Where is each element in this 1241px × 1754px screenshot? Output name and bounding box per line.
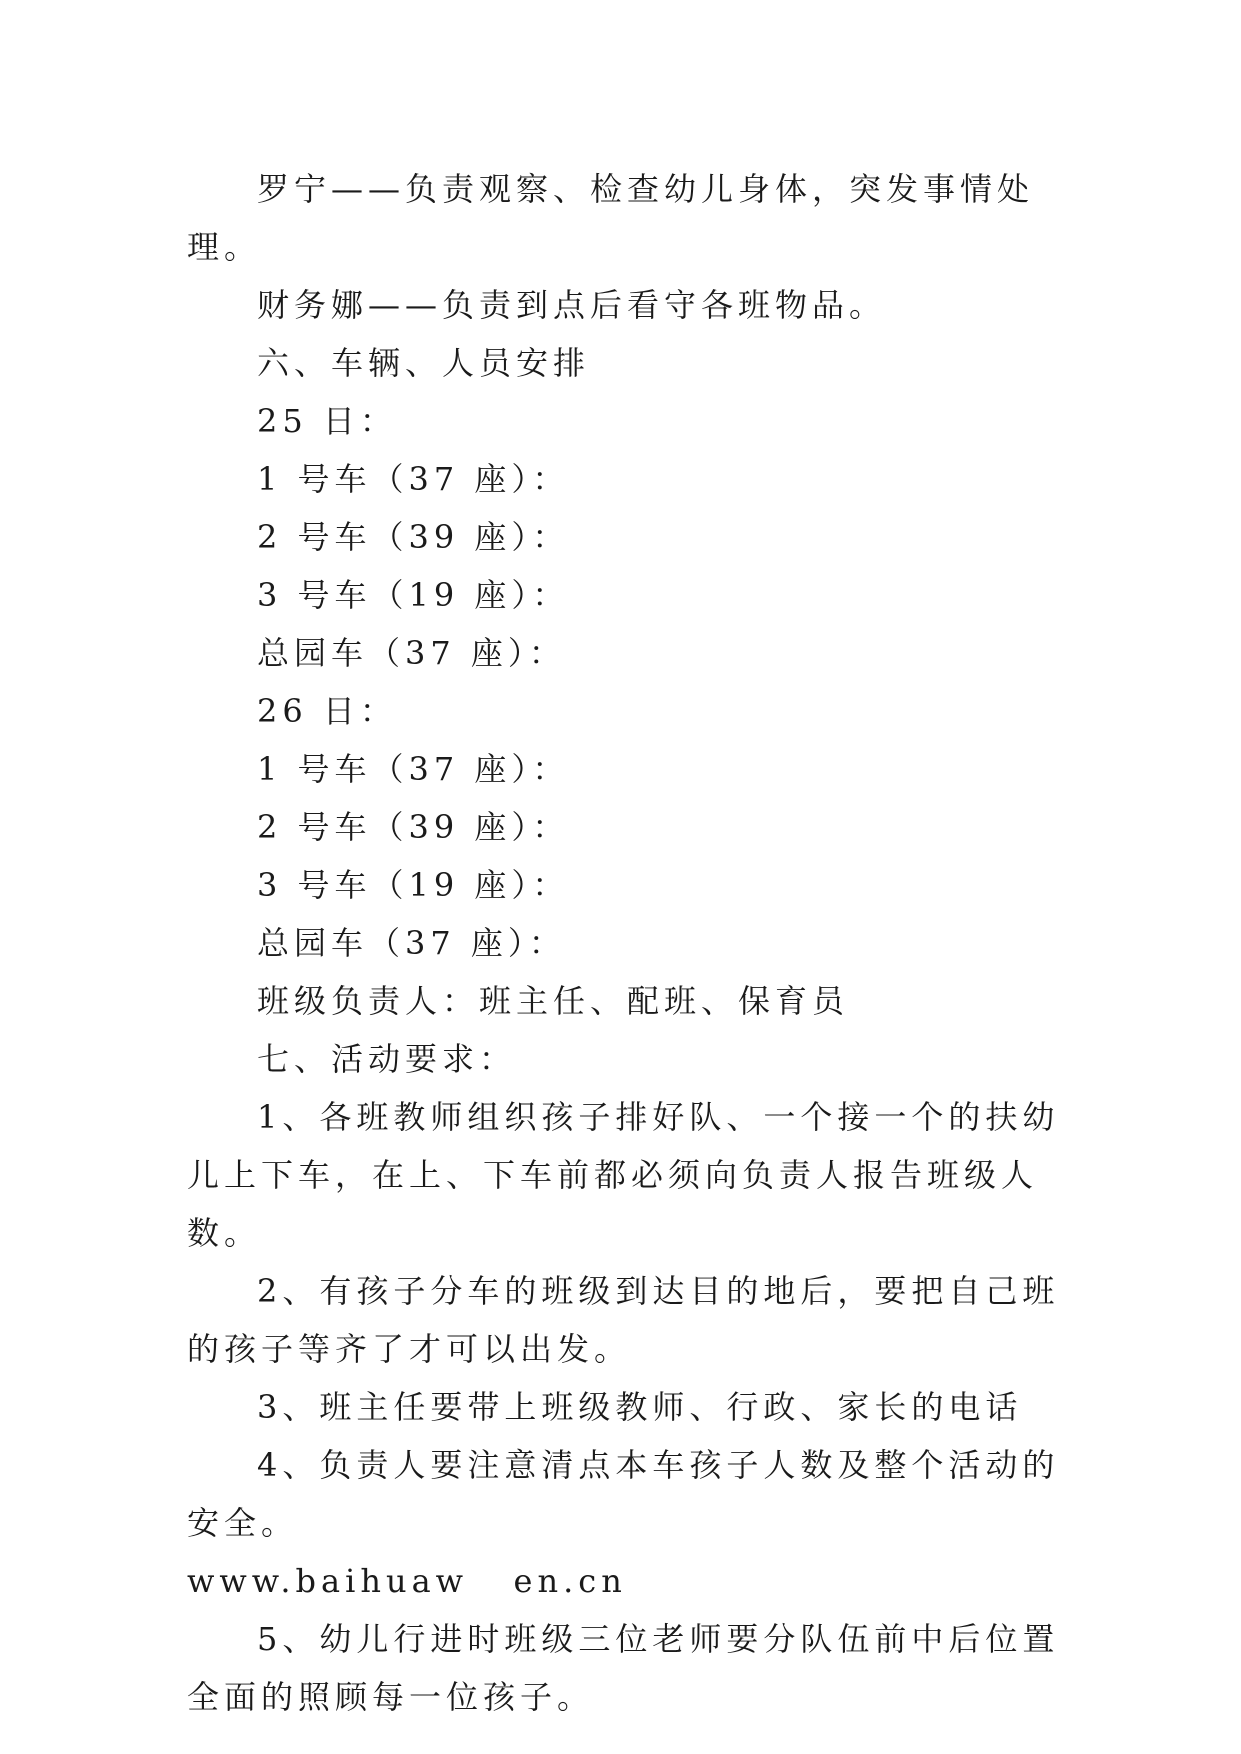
paragraph-finance-duty: 财务娜——负责到点后看守各班物品。 [257, 286, 887, 324]
requirement-item: 2、有孩子分车的班级到达目的地后，要把自己班的孩子等齐了才可以出发。 [187, 1272, 1060, 1368]
vehicle-line: 3 号车（19 座）： [257, 866, 570, 904]
requirement-item: 3、班主任要带上班级教师、行政、家长的电话 [257, 1388, 1023, 1426]
date-heading-26: 26 日： [257, 692, 397, 730]
requirement-item: 4、负责人要注意清点本车孩子人数及整个活动的安全。 [187, 1446, 1060, 1542]
section-heading-vehicles: 六、车辆、人员安排 [257, 344, 591, 382]
requirement-item: 5、幼儿行进时班级三位老师要分队伍前中后位置全面的照顾每一位孩子。 [187, 1620, 1060, 1716]
section-heading-requirements: 七、活动要求： [257, 1040, 517, 1078]
paragraph-luoning-duty: 罗宁——负责观察、检查幼儿身体，突发事情处理。 [187, 170, 1035, 266]
requirement-item: 1、各班教师组织孩子排好队、一个接一个的扶幼儿上下车，在上、下车前都必须向负责人报告班级人数。 [187, 1098, 1060, 1252]
vehicle-line: 2 号车（39 座）： [257, 518, 570, 556]
vehicle-line: 1 号车（37 座）： [257, 750, 570, 788]
date-heading-25: 25 日： [257, 402, 397, 440]
vehicle-line: 2 号车（39 座）： [257, 808, 570, 846]
vehicle-line: 总园车（37 座）： [257, 924, 566, 962]
vehicle-line: 总园车（37 座）： [257, 634, 566, 672]
watermark-url-text: www.baihuaw en.cn [187, 1562, 627, 1600]
vehicle-line: 3 号车（19 座）： [257, 576, 570, 614]
document-body [187, 160, 1067, 1726]
paragraph-class-leaders: 班级负责人：班主任、配班、保育员 [257, 982, 850, 1020]
vehicle-line: 1 号车（37 座）： [257, 460, 570, 498]
